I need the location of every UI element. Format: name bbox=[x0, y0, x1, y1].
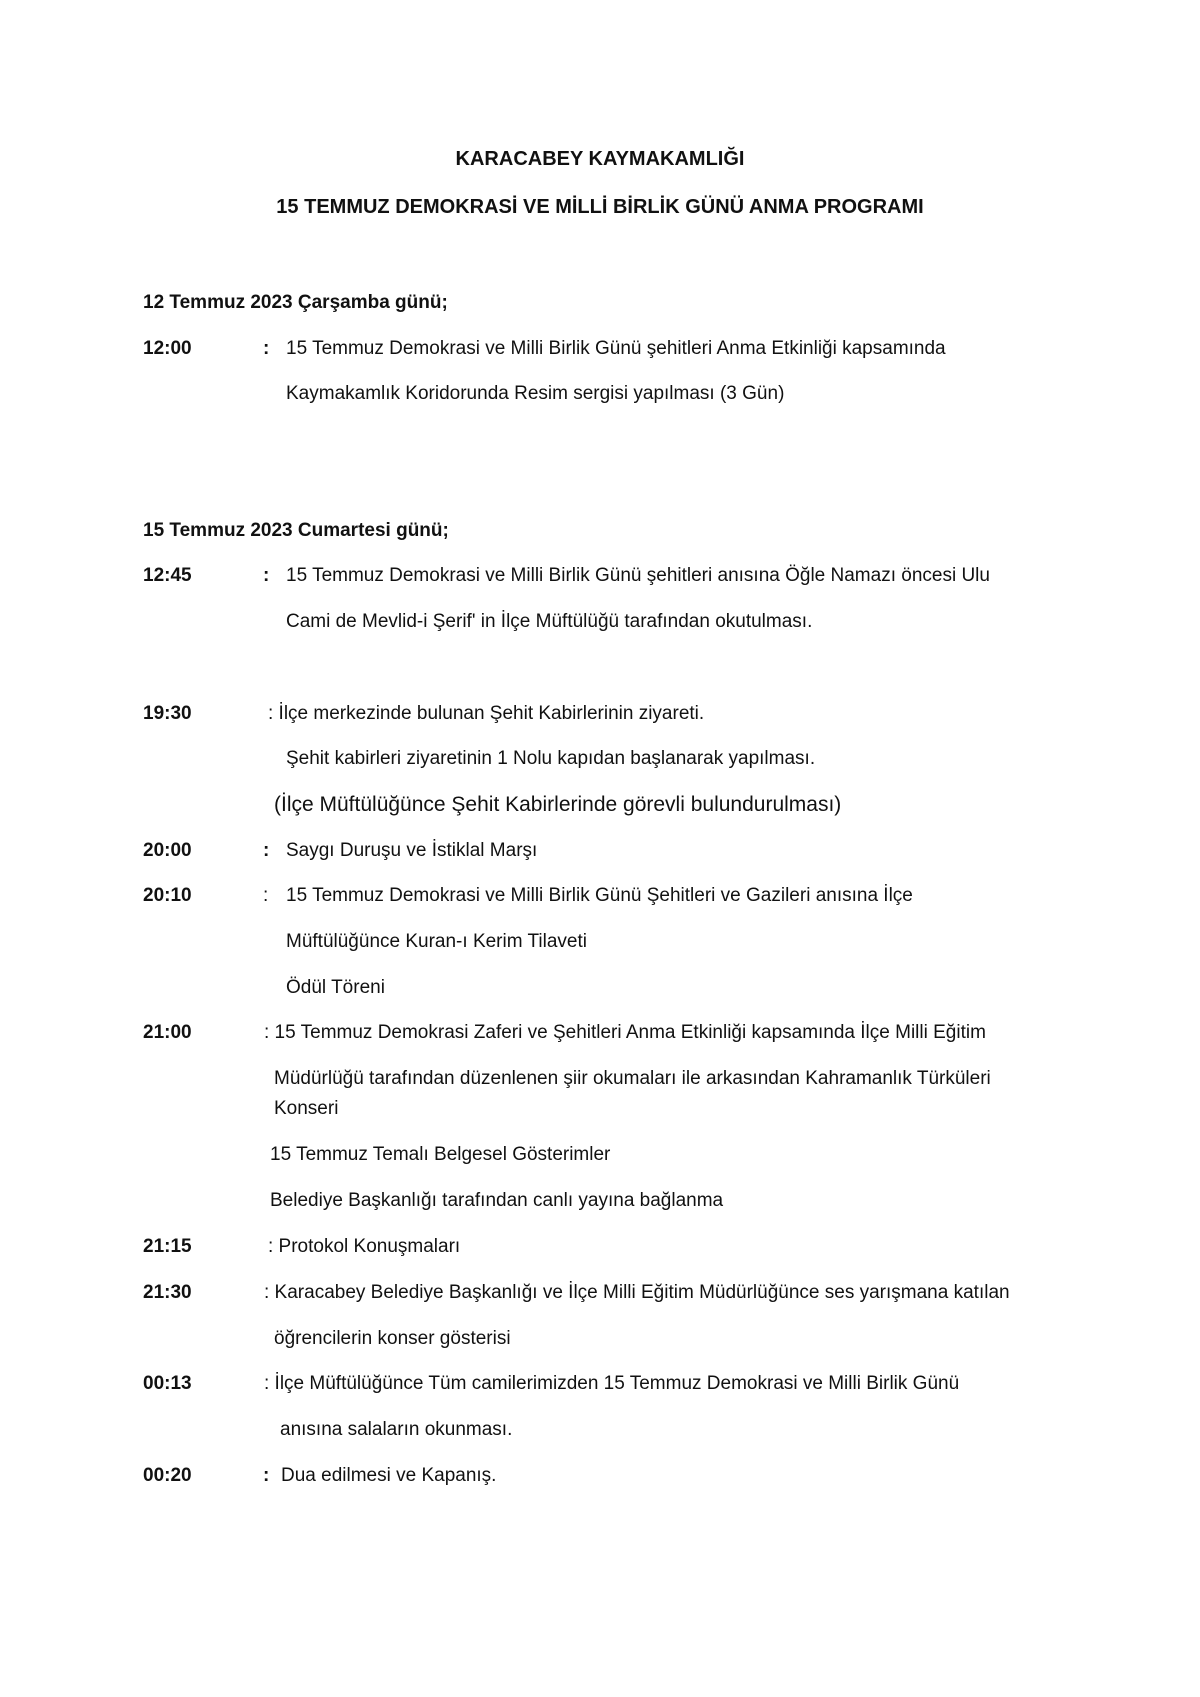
event-line: : 15 Temmuz Demokrasi Zaferi ve Şehitleri Anma Etkinliği kapsamında İlçe Milli Eğitim bbox=[264, 1022, 986, 1043]
event-line: : İlçe merkezinde bulunan Şehit Kabirlerinin ziyareti. bbox=[268, 703, 705, 724]
event-line: : Karacabey Belediye Başkanlığı ve İlçe Milli Eğitim Müdürlüğünce ses yarışmana katılan bbox=[264, 1282, 1010, 1303]
event-line: Belediye Başkanlığı tarafından canlı yayına bağlanma bbox=[270, 1190, 724, 1211]
event-time: 00:20 bbox=[143, 1465, 192, 1486]
event-line: (İlçe Müftülüğünce Şehit Kabirlerinde görevli bulundurulması) bbox=[274, 793, 842, 816]
event-time: 19:30 bbox=[143, 703, 192, 724]
event-line: Saygı Duruşu ve İstiklal Marşı bbox=[286, 840, 538, 861]
event-time: 21:30 bbox=[143, 1282, 192, 1303]
event-time: 12:45 bbox=[143, 565, 192, 586]
event-separator: : bbox=[263, 840, 270, 861]
event-time: 20:00 bbox=[143, 840, 192, 861]
event-line: Şehit kabirleri ziyaretinin 1 Nolu kapıdan başlanarak yapılması. bbox=[286, 748, 816, 769]
event-line: Ödül Töreni bbox=[286, 977, 385, 998]
event-line: : Protokol Konuşmaları bbox=[268, 1236, 461, 1257]
event-line: 15 Temmuz Demokrasi ve Milli Birlik Günü şehitleri anısına Öğle Namazı öncesi Ulu bbox=[286, 565, 990, 586]
event-separator: : bbox=[263, 565, 270, 586]
day2-date: 15 Temmuz 2023 Cumartesi günü; bbox=[143, 520, 449, 541]
event-line: anısına salaların okunması. bbox=[280, 1419, 513, 1440]
event-line: 15 Temmuz Temalı Belgesel Gösterimler bbox=[270, 1144, 611, 1165]
event-line: Kaymakamlık Koridorunda Resim sergisi yapılması (3 Gün) bbox=[286, 383, 785, 404]
event-time: 20:10 bbox=[143, 885, 192, 906]
day1-date: 12 Temmuz 2023 Çarşamba günü; bbox=[143, 292, 448, 313]
event-time: 21:15 bbox=[143, 1236, 192, 1257]
header-line-1: KARACABEY KAYMAKAMLIĞI bbox=[455, 148, 745, 170]
event-separator: : bbox=[263, 338, 270, 359]
event-line: Konseri bbox=[274, 1098, 339, 1119]
event-separator: : bbox=[263, 885, 269, 906]
event-line: : İlçe Müftülüğünce Tüm camilerimizden 15 Temmuz Demokrasi ve Milli Birlik Günü bbox=[264, 1373, 960, 1394]
event-line: Cami de Mevlid-i Şerif' in İlçe Müftülüğü tarafından okutulması. bbox=[286, 611, 813, 632]
event-line: 15 Temmuz Demokrasi ve Milli Birlik Günü şehitleri Anma Etkinliği kapsamında bbox=[286, 338, 946, 359]
event-line: öğrencilerin konser gösterisi bbox=[274, 1328, 511, 1349]
header-line-2: 15 TEMMUZ DEMOKRASİ VE MİLLİ BİRLİK GÜNÜ ANMA PROGRAMI bbox=[276, 196, 924, 218]
event-separator: : bbox=[263, 1465, 270, 1486]
event-time: 00:13 bbox=[143, 1373, 192, 1394]
event-time: 21:00 bbox=[143, 1022, 192, 1043]
event-time: 12:00 bbox=[143, 338, 192, 359]
event-line: Müdürlüğü tarafından düzenlenen şiir okumaları ile arkasından Kahramanlık Türküleri bbox=[274, 1068, 991, 1089]
event-line: Dua edilmesi ve Kapanış. bbox=[281, 1465, 497, 1486]
event-line: 15 Temmuz Demokrasi ve Milli Birlik Günü Şehitleri ve Gazileri anısına İlçe bbox=[286, 885, 913, 906]
event-line: Müftülüğünce Kuran-ı Kerim Tilaveti bbox=[286, 931, 587, 952]
